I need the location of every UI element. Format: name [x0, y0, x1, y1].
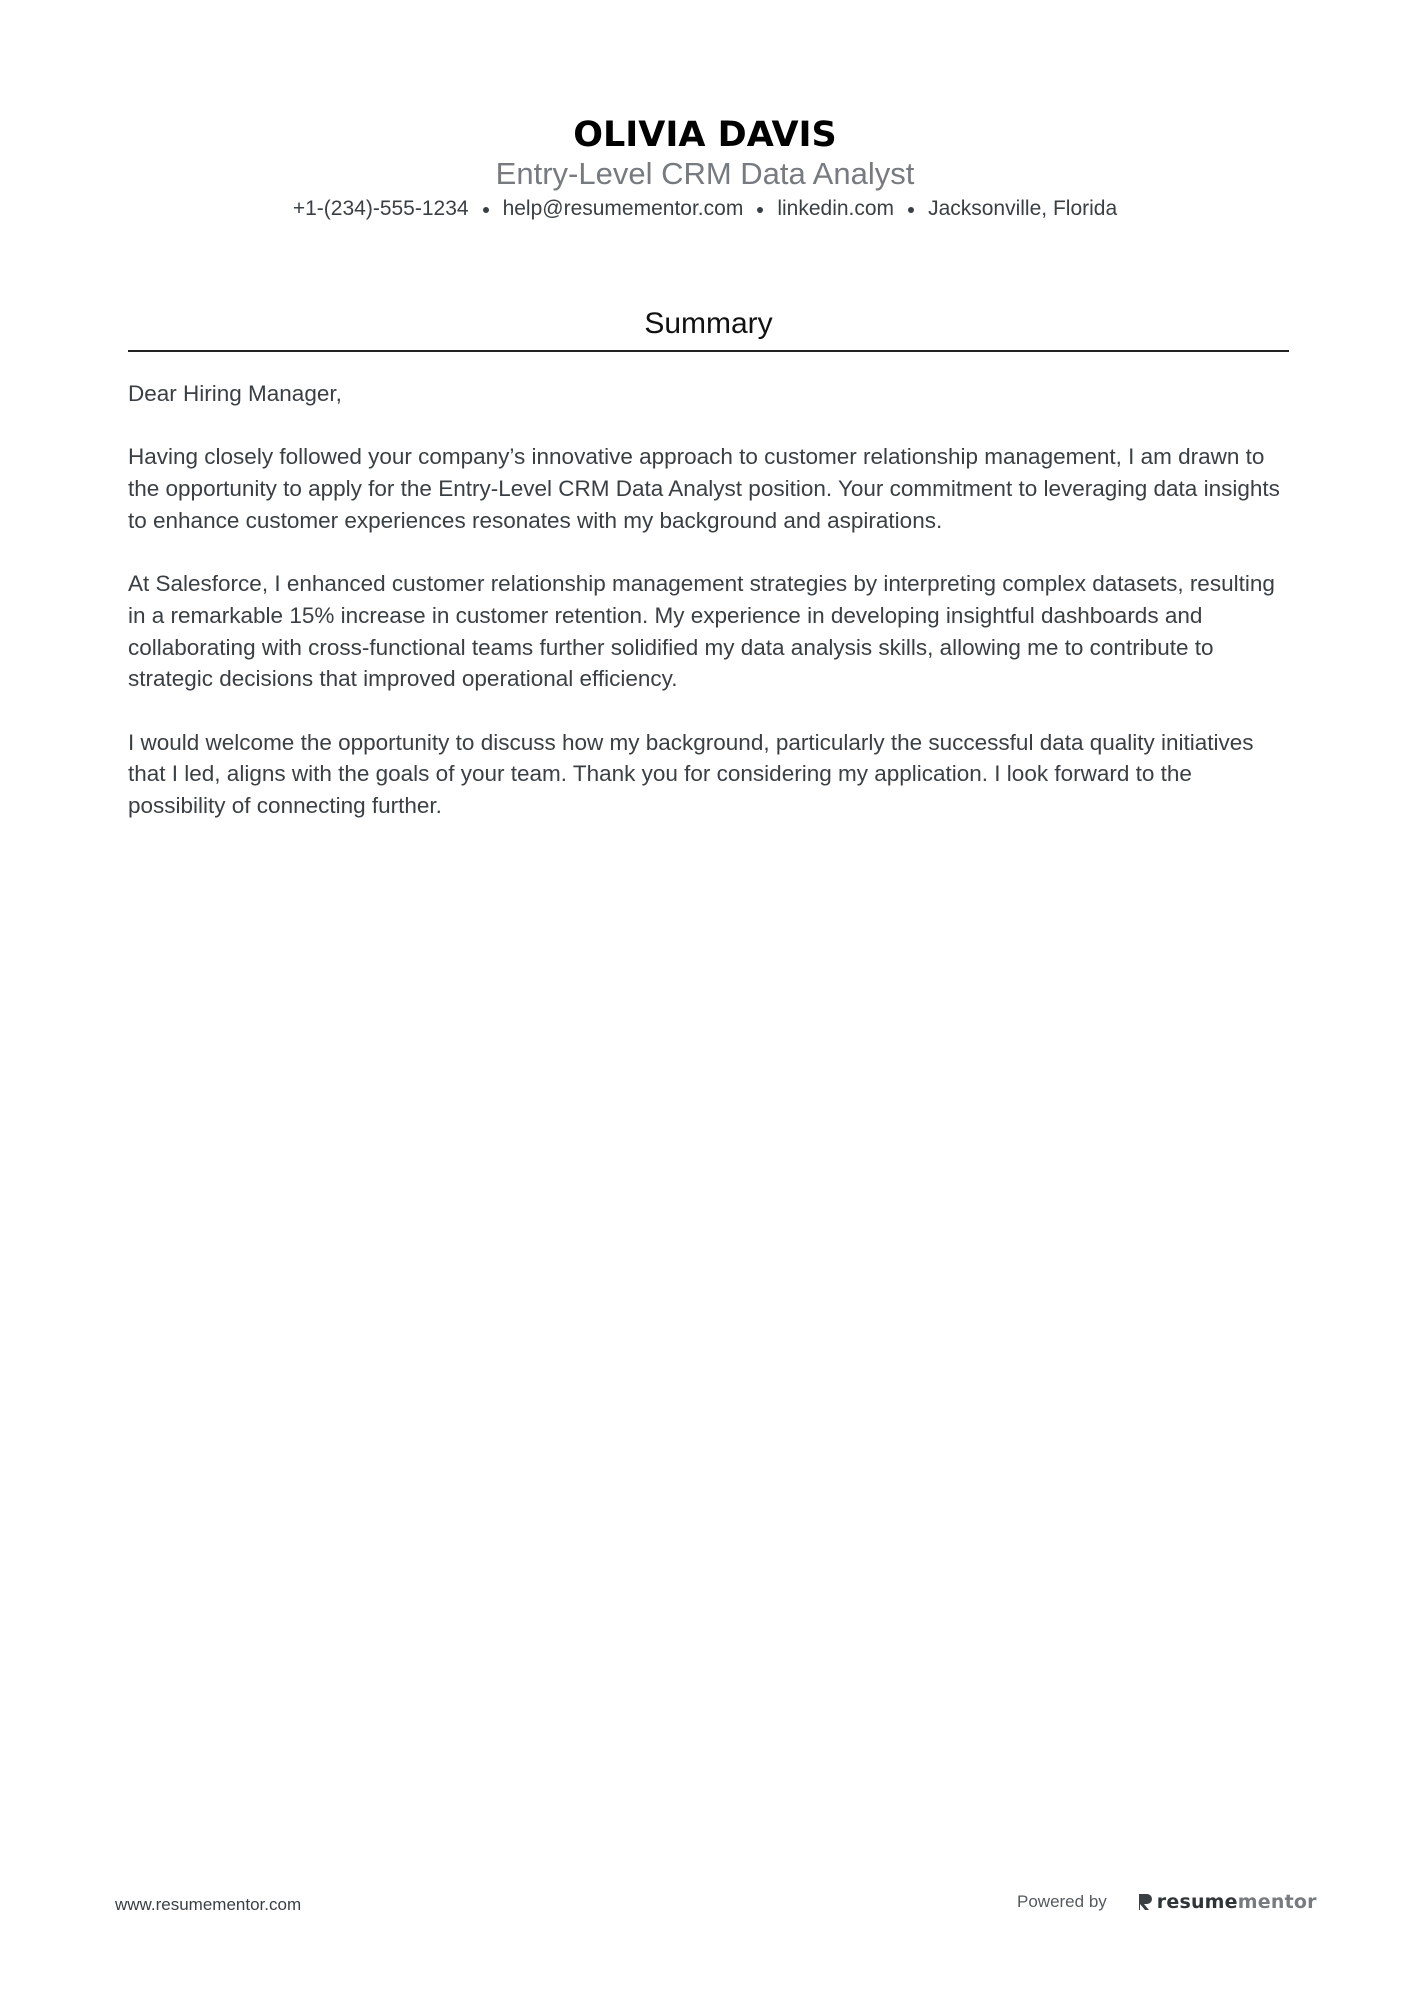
footer-website: www.resumementor.com	[115, 1895, 302, 1914]
header	[0, 114, 1410, 222]
powered-by-label: Powered by	[1017, 1892, 1107, 1911]
section-title: Summary	[644, 307, 773, 340]
contact-line	[0, 196, 1410, 222]
letter-paragraph: Having closely followed your company’s innovative approach to customer relationship management, I am drawn to the opportunity to apply for the Entry-Level CRM Data Analyst position. Your commitment to leveraging data insights to enhance customer experiences resonates with my background and aspirations.	[128, 444, 1280, 533]
contact-location: Jacksonville, Florida	[928, 197, 1118, 220]
resumementor-logo	[1137, 1891, 1317, 1913]
footer-branding	[1017, 1888, 1317, 1916]
contact-linkedin: linkedin.com	[777, 197, 895, 220]
logo-text-resume: resume	[1156, 1891, 1238, 1913]
bullet-separator	[908, 207, 914, 213]
letter-body	[128, 378, 1289, 853]
job-title: Entry-Level CRM Data Analyst	[495, 156, 915, 191]
salutation: Dear Hiring Manager,	[128, 381, 342, 406]
bullet-separator	[757, 207, 763, 213]
letter-paragraph: I would welcome the opportunity to discuss how my background, particularly the successful data quality initiatives that I led, aligns with the goals of your team. Thank you for considering my application. I look forward to the possibility of connecting further.	[128, 729, 1254, 819]
bullet-separator	[483, 207, 489, 213]
section-divider	[128, 350, 1289, 352]
contact-phone: +1-(234)-555-1234	[292, 197, 469, 220]
candidate-name: OLIVIA DAVIS	[573, 115, 837, 155]
logo-text-mentor: mentor	[1237, 1891, 1317, 1913]
letter-paragraph: At Salesforce, I enhanced customer relationship management strategies by interpreting complex datasets, resulting in a remarkable 15% increase in customer retention. My experience in developing insightful dashboards and collaborating with cross-functional teams further solidified my data analysis skills, allowing me to contribute to strategic decisions that improved operational efficiency.	[128, 571, 1275, 692]
contact-email: help@resumementor.com	[502, 197, 744, 220]
resumementor-logo-icon	[1137, 1892, 1153, 1912]
